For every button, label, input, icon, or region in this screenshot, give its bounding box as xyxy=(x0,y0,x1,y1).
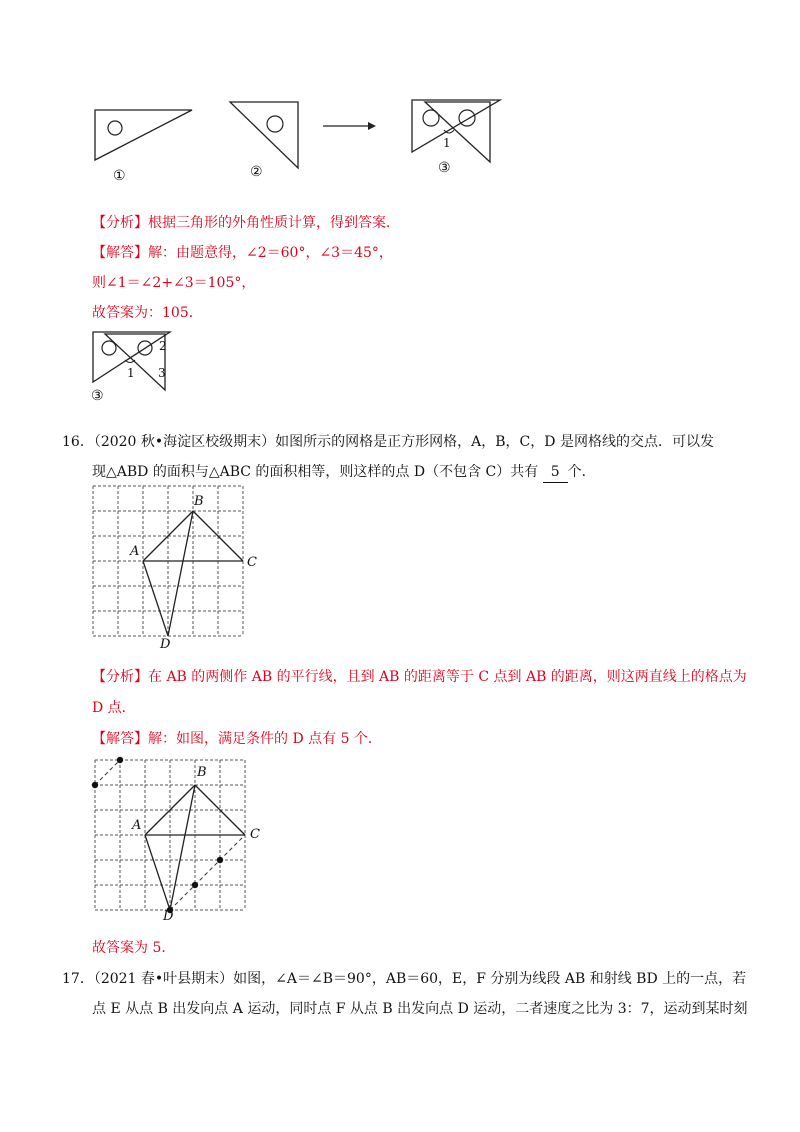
point-label-a: A xyxy=(130,544,140,559)
question-text: 现△ABD 的面积与△ABC 的面积相等，则这样的点 D（不包含 C）共有 xyxy=(92,464,539,480)
angle-number-1: 1 xyxy=(127,366,135,380)
analysis-15 xyxy=(92,213,400,233)
point-d-3 xyxy=(192,882,198,888)
answer-16-line-1 xyxy=(92,729,382,749)
analysis-tag: 【分析】 xyxy=(92,669,148,685)
triangle-ruler-3a xyxy=(412,100,500,152)
question-number: 16． xyxy=(62,434,94,450)
answer-text: 解：由题意得，∠2＝60°，∠3＝45°， xyxy=(148,245,393,261)
question-text: 个． xyxy=(567,464,596,480)
ruler-hole-3a xyxy=(423,110,439,126)
triangle-ruler-2 xyxy=(230,102,298,168)
answer-15-line-1 xyxy=(92,243,393,263)
analysis-text: 在 AB 的两侧作 AB 的平行线，且到 AB 的距离等于 C 点到 AB 的距离，则这两直线上的格点为 xyxy=(148,669,747,685)
grid-figure-solution xyxy=(85,752,270,922)
ruler-hole-2 xyxy=(267,116,283,132)
point-label-c: C xyxy=(247,555,257,570)
analysis-tag: 【分析】 xyxy=(92,215,148,231)
grid-figure-question xyxy=(85,482,265,647)
point-d-2 xyxy=(117,757,123,763)
point-d-1 xyxy=(92,782,98,788)
point-d-4 xyxy=(217,857,223,863)
point-label-d: D xyxy=(160,637,171,652)
question-16-line-2 xyxy=(92,462,596,483)
question-number: 17． xyxy=(62,971,94,987)
question-16-line-1 xyxy=(62,432,714,452)
answer-blank: 5 xyxy=(543,462,568,483)
question-text: （2021 春•叶县期末）如图，∠A＝∠B＝90°，AB＝60，E，F 分别为线段 AB 和射线 BD 上的一点，若 xyxy=(93,971,747,987)
analysis-16-line-1 xyxy=(92,667,747,687)
question-17-line-2: 点 E 从点 B 出发向点 A 运动，同时点 F 从点 B 出发向点 D 运动，二者速度之比为 3：7，运动到某时刻 xyxy=(92,1001,748,1017)
angle-number-2: 2 xyxy=(159,339,167,353)
analysis-text: 根据三角形的外角性质计算，得到答案． xyxy=(148,215,400,231)
figure-label-3: ③ xyxy=(438,160,451,176)
question-17-line-1 xyxy=(62,969,746,989)
answer-16-conclusion: 故答案为 5． xyxy=(92,940,176,956)
answer-15-line-3: 故答案为：105． xyxy=(92,305,203,321)
point-label-b: B xyxy=(194,494,204,509)
figure-label-2: ② xyxy=(250,164,263,180)
answer-text: 解：如图，满足条件的 D 点有 5 个． xyxy=(148,731,382,747)
point-label-b-2: B xyxy=(197,765,207,780)
answer-tag: 【解答】 xyxy=(92,731,148,747)
ruler-hole-3b xyxy=(459,110,475,126)
ruler-hole-a xyxy=(102,341,116,355)
point-label-c-2: C xyxy=(250,827,260,842)
arrow-head-icon xyxy=(368,122,376,130)
answer-15-line-2: 则∠1＝∠2+∠3＝105°， xyxy=(92,275,256,291)
angle-number-3: 3 xyxy=(158,366,166,380)
figure-label-1: ① xyxy=(113,168,126,184)
triangle-ruler-1 xyxy=(95,110,192,160)
angle-label-1: 1 xyxy=(443,136,451,150)
figure-label-3b: ③ xyxy=(91,388,104,404)
triangle-figures-top xyxy=(80,90,520,190)
ruler-hole-1 xyxy=(108,121,122,135)
analysis-16-line-2: D 点． xyxy=(92,700,136,716)
point-label-d-2: D xyxy=(163,909,174,924)
answer-tag: 【解答】 xyxy=(92,245,148,261)
question-text: （2020 秋•海淀区校级期末）如图所示的网格是正方形网格，A，B，C，D 是网格线的交点．可以发 xyxy=(93,434,714,450)
point-label-a-2: A xyxy=(132,818,142,833)
